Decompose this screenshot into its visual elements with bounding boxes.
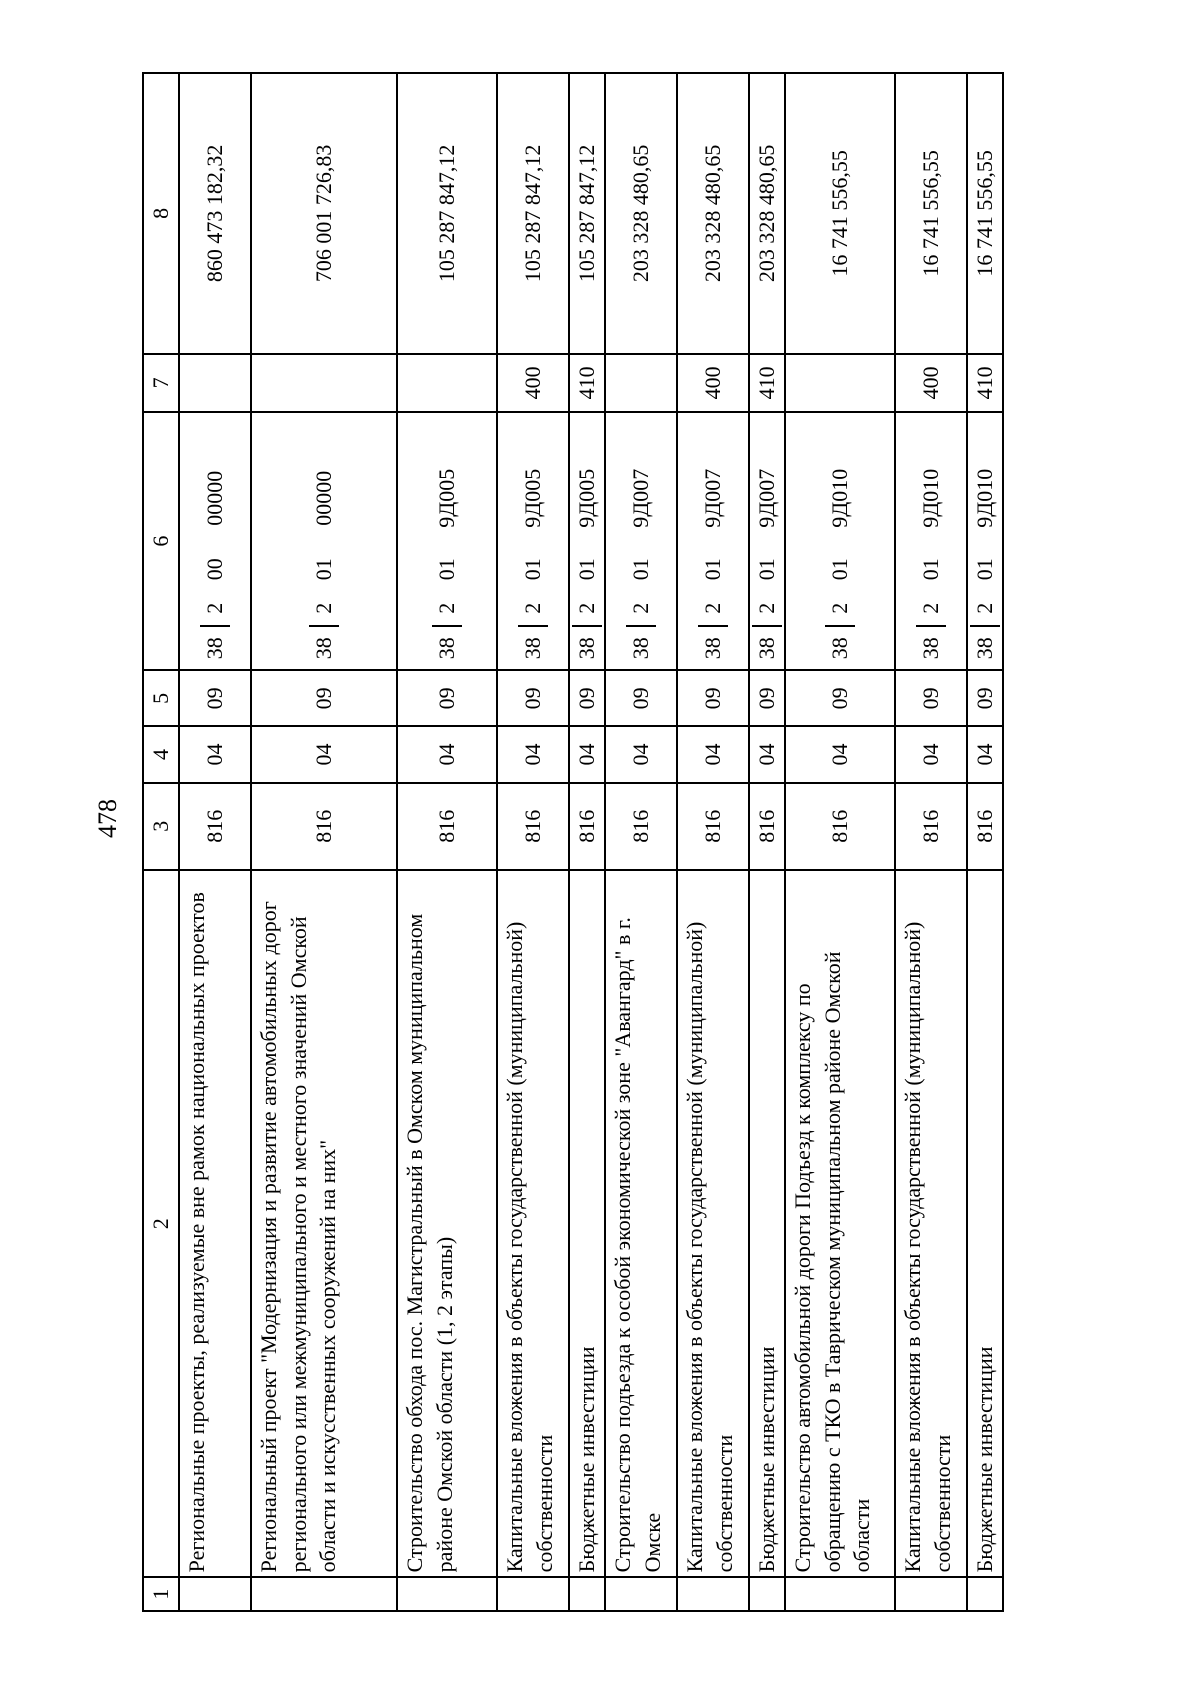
cell-target-article [677, 412, 749, 670]
cell-amount: 203 328 480,65 [749, 73, 785, 354]
target-article-part: 00000 [311, 470, 337, 526]
target-article-parts [430, 413, 464, 669]
table-row [605, 73, 677, 1611]
header-row [143, 73, 179, 1611]
cell-section: 04 [749, 726, 785, 782]
cell-col-1 [785, 1577, 895, 1611]
cell-ministry-code: 816 [677, 783, 749, 871]
cell-subsection: 09 [397, 670, 497, 726]
header-col-8: 8 [143, 73, 179, 354]
target-article-parts [914, 413, 948, 669]
cell-name: Региональные проекты, реализуемые вне рамок национальных проектов [179, 870, 251, 1577]
cell-expense-type [397, 354, 497, 412]
cell-target-article [967, 412, 1003, 670]
target-article-part: 2 [918, 602, 944, 614]
cell-amount: 105 287 847,12 [497, 73, 569, 354]
cell-col-1 [677, 1577, 749, 1611]
cell-name: Капитальные вложения в объекты государственной (муниципальной) собственности [677, 870, 749, 1577]
cell-ministry-code: 816 [967, 783, 1003, 871]
cell-expense-type [179, 354, 251, 412]
target-article-parts [198, 413, 232, 669]
target-article-part: 2 [520, 602, 546, 614]
target-article-part: 9Д007 [700, 468, 726, 528]
target-article-part: 01 [628, 558, 654, 581]
cell-col-1 [895, 1577, 967, 1611]
cell-target-article [895, 412, 967, 670]
cell-amount: 16 741 556,55 [895, 73, 967, 354]
target-article-part: 9Д005 [520, 468, 546, 528]
cell-expense-type: 400 [677, 354, 749, 412]
cell-subsection: 09 [895, 670, 967, 726]
cell-subsection: 09 [749, 670, 785, 726]
cell-subsection: 09 [179, 670, 251, 726]
target-article-parts [968, 413, 1002, 669]
cell-col-1 [179, 1577, 251, 1611]
cell-name: Строительство автомобильной дороги Подъезд к комплексу по обращению с ТКО в Таврическом муниципальном районе Омской области [785, 870, 895, 1577]
target-article-part: 9Д005 [434, 468, 460, 528]
cell-section: 04 [677, 726, 749, 782]
target-article-parts [307, 413, 341, 669]
budget-table-container [142, 72, 1032, 1612]
cell-expense-type [785, 354, 895, 412]
target-article-part: 9Д010 [918, 468, 944, 528]
cell-ministry-code: 816 [251, 783, 397, 871]
target-article-part: 38 [825, 625, 855, 669]
cell-expense-type [251, 354, 397, 412]
cell-col-1 [497, 1577, 569, 1611]
target-article-parts [624, 413, 658, 669]
target-article-parts [823, 413, 857, 669]
cell-target-article [179, 412, 251, 670]
header-col-6: 6 [143, 412, 179, 670]
target-article-part: 9Д007 [754, 468, 780, 528]
cell-section: 04 [397, 726, 497, 782]
target-article-part: 38 [432, 625, 462, 669]
target-article-part: 38 [970, 625, 1000, 669]
target-article-part: 38 [698, 625, 728, 669]
cell-section: 04 [569, 726, 605, 782]
target-article-part: 00000 [202, 470, 228, 526]
header-col-4: 4 [143, 726, 179, 782]
cell-subsection: 09 [677, 670, 749, 726]
target-article-part: 9Д010 [972, 468, 998, 528]
cell-ministry-code: 816 [605, 783, 677, 871]
cell-name: Бюджетные инвестиции [569, 870, 605, 1577]
cell-section: 04 [605, 726, 677, 782]
cell-subsection: 09 [251, 670, 397, 726]
cell-amount: 105 287 847,12 [397, 73, 497, 354]
target-article-part: 01 [520, 558, 546, 581]
target-article-parts [696, 413, 730, 669]
cell-col-1 [749, 1577, 785, 1611]
cell-subsection: 09 [497, 670, 569, 726]
table-row [251, 73, 397, 1611]
table-row [677, 73, 749, 1611]
table-body [179, 73, 1003, 1611]
cell-subsection: 09 [569, 670, 605, 726]
target-article-part: 01 [700, 558, 726, 581]
target-article-part: 38 [572, 625, 602, 669]
target-article-part: 01 [972, 558, 998, 581]
target-article-part: 01 [311, 558, 337, 581]
cell-expense-type: 410 [967, 354, 1003, 412]
target-article-part: 2 [827, 602, 853, 614]
cell-ministry-code: 816 [497, 783, 569, 871]
cell-name: Бюджетные инвестиции [967, 870, 1003, 1577]
cell-expense-type: 400 [895, 354, 967, 412]
target-article-part: 2 [754, 602, 780, 614]
header-col-5: 5 [143, 670, 179, 726]
target-article-part: 00 [202, 558, 228, 581]
cell-section: 04 [785, 726, 895, 782]
target-article-part: 01 [754, 558, 780, 581]
target-article-parts [516, 413, 550, 669]
target-article-part: 01 [434, 558, 460, 581]
cell-section: 04 [967, 726, 1003, 782]
cell-ministry-code: 816 [397, 783, 497, 871]
target-article-part: 9Д005 [574, 468, 600, 528]
cell-ministry-code: 816 [179, 783, 251, 871]
cell-target-article [785, 412, 895, 670]
cell-name: Строительство обхода пос. Магистральный в Омском муниципальном районе Омской области (1, 2 этапы) [397, 870, 497, 1577]
cell-ministry-code: 816 [785, 783, 895, 871]
cell-section: 04 [895, 726, 967, 782]
cell-section: 04 [251, 726, 397, 782]
cell-section: 04 [179, 726, 251, 782]
cell-target-article [569, 412, 605, 670]
cell-expense-type [605, 354, 677, 412]
cell-target-article [497, 412, 569, 670]
table-row [179, 73, 251, 1611]
target-article-part: 2 [574, 602, 600, 614]
target-article-part: 38 [626, 625, 656, 669]
header-col-2: 2 [143, 870, 179, 1577]
cell-amount: 16 741 556,55 [785, 73, 895, 354]
cell-ministry-code: 816 [569, 783, 605, 871]
cell-name: Капитальные вложения в объекты государственной (муниципальной) собственности [895, 870, 967, 1577]
cell-subsection: 09 [605, 670, 677, 726]
cell-target-article [749, 412, 785, 670]
table-row [785, 73, 895, 1611]
cell-name: Бюджетные инвестиции [749, 870, 785, 1577]
target-article-part: 2 [972, 602, 998, 614]
cell-amount: 706 001 726,83 [251, 73, 397, 354]
cell-amount: 203 328 480,65 [677, 73, 749, 354]
target-article-part: 2 [628, 602, 654, 614]
table-row [397, 73, 497, 1611]
cell-amount: 860 473 182,32 [179, 73, 251, 354]
cell-col-1 [397, 1577, 497, 1611]
target-article-part: 9Д007 [628, 468, 654, 528]
cell-col-1 [251, 1577, 397, 1611]
target-article-part: 01 [918, 558, 944, 581]
target-article-parts [570, 413, 604, 669]
target-article-part: 2 [434, 602, 460, 614]
target-article-part: 2 [700, 602, 726, 614]
target-article-part: 38 [309, 625, 339, 669]
cell-expense-type: 400 [497, 354, 569, 412]
header-col-3: 3 [143, 783, 179, 871]
page-number: 478 [93, 799, 122, 838]
target-article-part: 01 [827, 558, 853, 581]
cell-name: Капитальные вложения в объекты государственной (муниципальной) собственности [497, 870, 569, 1577]
target-article-part: 38 [916, 625, 946, 669]
cell-expense-type: 410 [749, 354, 785, 412]
header-col-7: 7 [143, 354, 179, 412]
cell-col-1 [967, 1577, 1003, 1611]
target-article-part: 01 [574, 558, 600, 581]
cell-amount: 105 287 847,12 [569, 73, 605, 354]
table-row [749, 73, 785, 1611]
target-article-part: 9Д010 [827, 468, 853, 528]
cell-col-1 [569, 1577, 605, 1611]
cell-target-article [605, 412, 677, 670]
table-row [569, 73, 605, 1611]
cell-target-article [397, 412, 497, 670]
cell-amount: 203 328 480,65 [605, 73, 677, 354]
table-row [967, 73, 1003, 1611]
target-article-part: 38 [518, 625, 548, 669]
header-col-1: 1 [143, 1577, 179, 1611]
cell-name: Региональный проект "Модернизация и развитие автомобильных дорог регионального или межмуниципального и местного значений Омской области и искусственных сооружений на них" [251, 870, 397, 1577]
target-article-part: 2 [311, 602, 337, 614]
cell-expense-type: 410 [569, 354, 605, 412]
cell-ministry-code: 816 [895, 783, 967, 871]
target-article-parts [750, 413, 784, 669]
cell-amount: 16 741 556,55 [967, 73, 1003, 354]
cell-subsection: 09 [785, 670, 895, 726]
budget-table [142, 72, 1004, 1612]
target-article-part: 38 [752, 625, 782, 669]
cell-subsection: 09 [967, 670, 1003, 726]
target-article-part: 2 [202, 602, 228, 614]
cell-target-article [251, 412, 397, 670]
cell-name: Строительство подъезда к особой экономической зоне "Авангард" в г. Омске [605, 870, 677, 1577]
table-row [895, 73, 967, 1611]
target-article-part: 38 [200, 625, 230, 669]
cell-ministry-code: 816 [749, 783, 785, 871]
cell-col-1 [605, 1577, 677, 1611]
cell-section: 04 [497, 726, 569, 782]
table-row [497, 73, 569, 1611]
